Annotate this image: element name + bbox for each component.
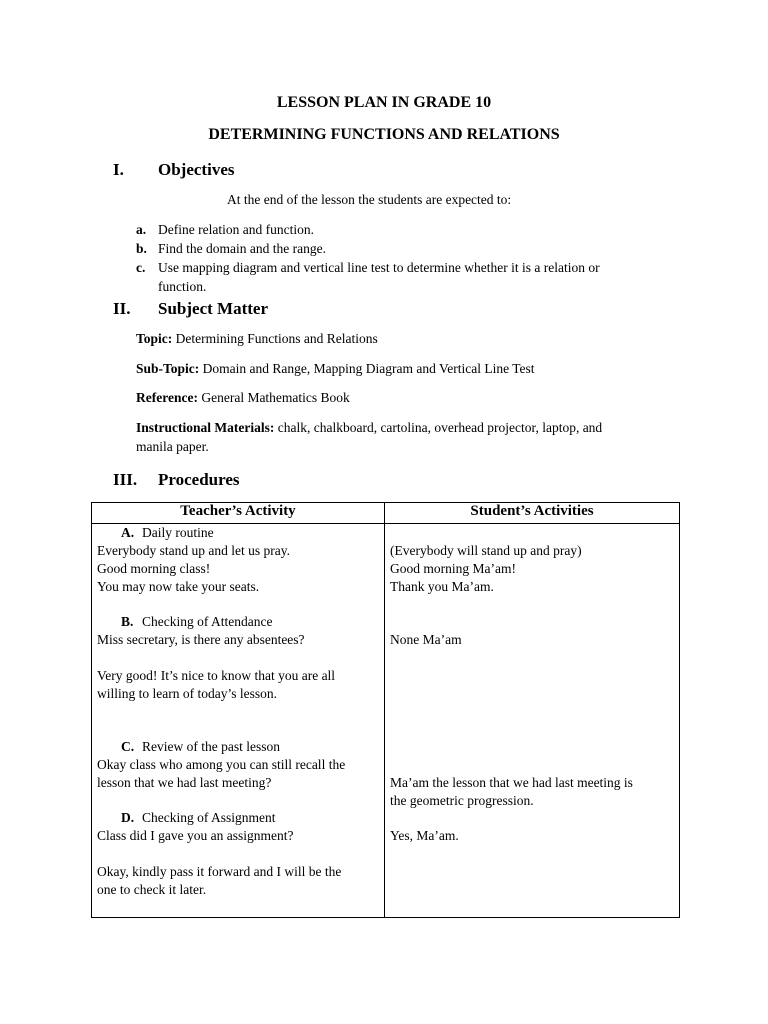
objective-text: Find the domain and the range. — [158, 241, 326, 256]
student-line: Yes, Ma’am. — [390, 828, 459, 843]
section-heading-objectives: Objectives — [158, 160, 235, 179]
teacher-line: Good morning class! — [97, 561, 211, 576]
procedures-table — [91, 502, 680, 918]
section-heading-procedures: Procedures — [158, 470, 240, 489]
section-number-1: I. — [113, 160, 124, 179]
teacher-line: Everybody stand up and let us pray. — [97, 543, 290, 558]
document-subtitle: DETERMINING FUNCTIONS AND RELATIONS — [208, 126, 560, 143]
topic-line — [136, 331, 378, 347]
student-line: Thank you Ma’am. — [390, 579, 494, 594]
subtopic-label: Sub-Topic: — [136, 361, 200, 376]
student-line: (Everybody will stand up and pray) — [390, 543, 582, 558]
objective-letter: a. — [136, 222, 147, 237]
teacher-line: Okay, kindly pass it forward and I will be the — [97, 864, 342, 879]
objective-text-continued: function. — [158, 279, 207, 294]
teacher-activity-header: Teacher’s Activity — [92, 503, 385, 524]
objective-text: Define relation and function. — [158, 222, 314, 237]
teacher-activity-cell — [92, 524, 385, 918]
section-number-2: II. — [113, 299, 131, 318]
subtopic-line — [136, 361, 535, 377]
reference-label: Reference: — [136, 390, 198, 405]
objective-letter: b. — [136, 241, 147, 256]
teacher-line: Very good! It’s nice to know that you are all — [97, 668, 336, 683]
student-line: the geometric progression. — [390, 793, 534, 808]
teacher-line: one to check it later. — [97, 882, 207, 897]
teacher-line: Okay class who among you can still recall the — [97, 757, 346, 772]
topic-value: Determining Functions and Relations — [175, 331, 378, 346]
topic-label: Topic: — [136, 331, 173, 346]
student-activities-header: Student’s Activities — [385, 503, 680, 524]
step-a-heading: A. Daily routine — [121, 525, 214, 540]
student-line: None Ma’am — [390, 632, 462, 647]
teacher-line: Miss secretary, is there any absentees? — [97, 632, 305, 647]
teacher-line: lesson that we had last meeting? — [97, 775, 272, 790]
objectives-intro: At the end of the lesson the students are expected to: — [227, 192, 512, 207]
document-title: LESSON PLAN IN GRADE 10 — [276, 94, 492, 111]
reference-line — [136, 390, 350, 406]
teacher-line: You may now take your seats. — [97, 579, 260, 594]
materials-label: Instructional Materials: — [136, 420, 275, 435]
materials-continued: manila paper. — [136, 439, 209, 454]
teacher-line: willing to learn of today’s lesson. — [97, 686, 277, 701]
materials-line — [136, 420, 602, 436]
student-line: Good morning Ma’am! — [390, 561, 516, 576]
step-b-heading: B. Checking of Attendance — [121, 614, 273, 629]
teacher-line: Class did I gave you an assignment? — [97, 828, 294, 843]
objective-letter: c. — [136, 260, 146, 275]
objective-text: Use mapping diagram and vertical line test to determine whether it is a relation or — [158, 260, 600, 275]
student-activities-cell — [385, 524, 680, 918]
section-number-3: III. — [113, 470, 138, 489]
reference-value: General Mathematics Book — [201, 390, 350, 405]
subtopic-value: Domain and Range, Mapping Diagram and Vertical Line Test — [202, 361, 535, 376]
materials-value: chalk, chalkboard, cartolina, overhead projector, laptop, and — [277, 420, 603, 435]
section-heading-subject-matter: Subject Matter — [158, 299, 268, 318]
step-d-heading: D. Checking of Assignment — [121, 810, 276, 825]
step-c-heading: C. Review of the past lesson — [121, 739, 280, 754]
student-line: Ma’am the lesson that we had last meeting is — [390, 775, 633, 790]
